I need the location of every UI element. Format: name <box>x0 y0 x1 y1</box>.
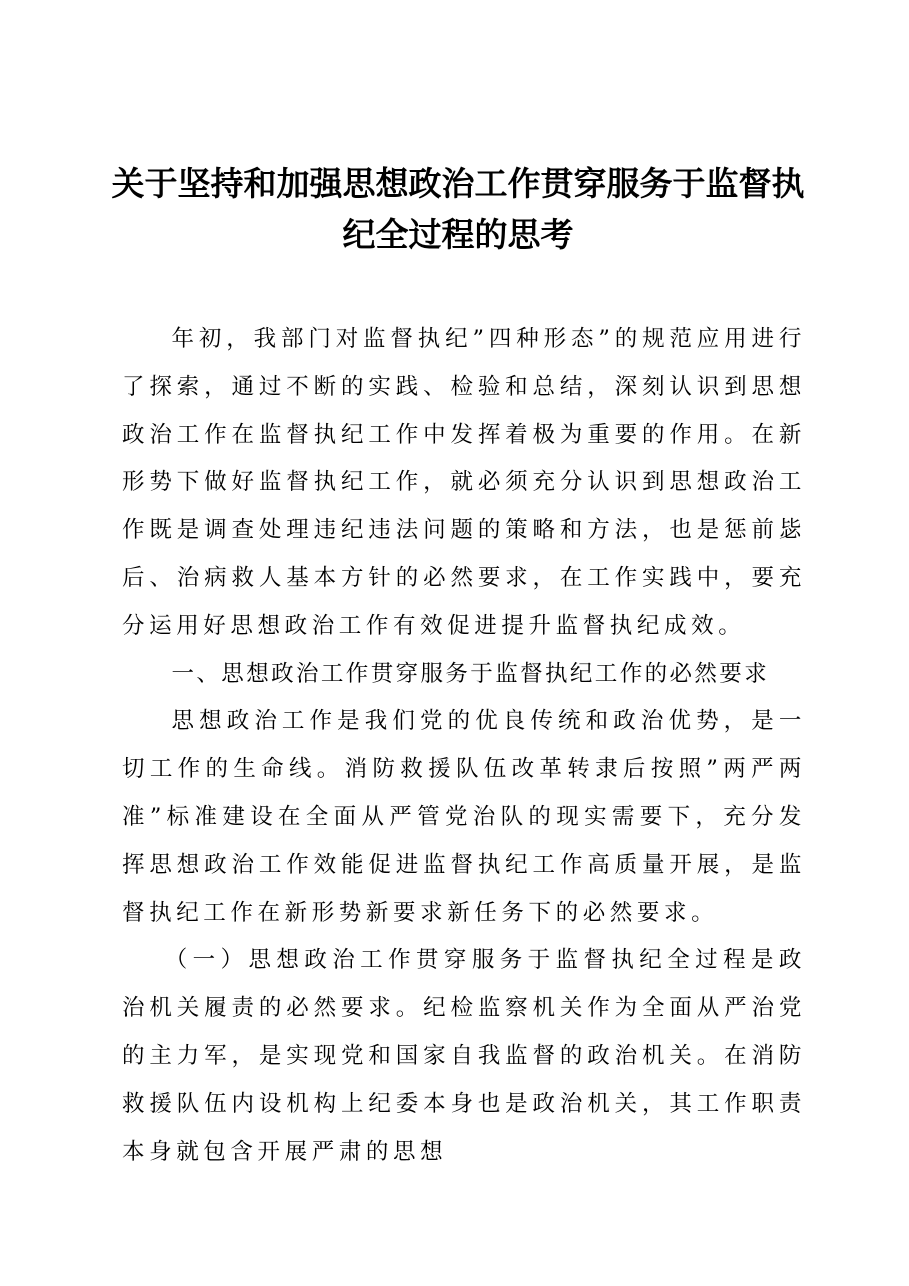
document-title <box>108 158 808 260</box>
title-line-1: 关于坚持和加强思想政治工作贯穿服务于监督执 <box>111 164 805 203</box>
paragraph-intro: 年初，我部门对监督执纪”四种形态”的规范应用进行了探索，通过不断的实践、检验和总结，深刻认识到思想政治工作在监督执纪工作中发挥着极为重要的作用。在新形势下做好监督执纪工作，就必须充分认识到思想政治工作既是调查处理违纪违法问题的策略和方法，也是惩前毖后、治病救人基本方针的必然要求，在工作实践中，要充分运用好思想政治工作有效促进提升监督执纪成效。 <box>122 326 806 639</box>
title-line-2: 纪全过程的思考 <box>342 215 574 254</box>
paragraph-subsection-1: （一）思想政治工作贯穿服务于监督执纪全过程是政治机关履责的必然要求。纪检监察机关作为全面从严治党的主力军，是实现党和国家自我监督的政治机关。在消防救援队伍内设机构上纪委本身也是政治机关，其工作职责本身就包含开展严肃的思想 <box>122 947 806 1165</box>
section-heading-1: 一、思想政治工作贯穿服务于监督执纪工作的必然要求 <box>171 660 770 687</box>
document-body <box>122 316 806 1176</box>
paragraph-section-1: 思想政治工作是我们党的优良传统和政治优势，是一切工作的生命线。消防救援队伍改革转隶后按照”两严两准”标准建设在全面从严管党治队的现实需要下，充分发挥思想政治工作效能促进监督执纪工作高质量开展，是监督执纪工作在新形势新要求新任务下的必然要求。 <box>122 708 806 926</box>
